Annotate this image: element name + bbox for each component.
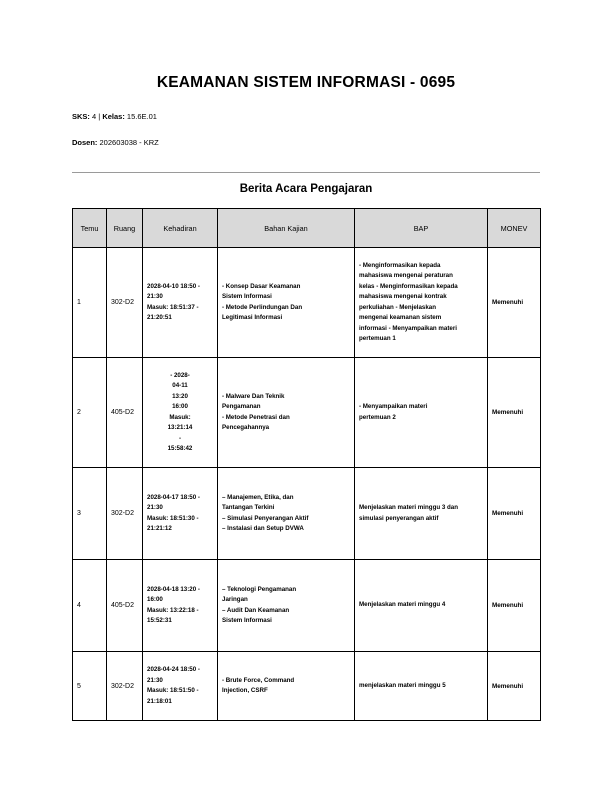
bahan-kajian-cell-line: – Audit Dan Keamanan <box>222 606 290 614</box>
kehadiran-cell-line: 2028-04-10 18:50 - <box>147 282 200 290</box>
bap-cell <box>355 358 488 468</box>
kehadiran-cell <box>143 560 218 652</box>
kehadiran-cell-line: 13:20 <box>172 392 188 400</box>
bahan-kajian-cell-line: - Brute Force, Command <box>222 676 295 684</box>
temu-cell: 3 <box>73 468 107 560</box>
table-header-row <box>73 209 541 248</box>
bap-cell-line: - Menginformasikan kepada <box>359 261 441 269</box>
bap-cell-line: mahasiswa mengenai peraturan <box>359 272 453 279</box>
bap-cell-line: Menjelaskan materi minggu 4 <box>359 601 446 609</box>
kehadiran-cell <box>143 652 218 721</box>
kehadiran-cell-line: 21:21:12 <box>147 525 172 532</box>
kehadiran-cell-line: Masuk: 18:51:37 - <box>147 303 199 311</box>
bap-cell <box>355 248 488 358</box>
kehadiran-cell-line: 2028-04-17 18:50 - <box>147 493 200 501</box>
bap-cell-line: Menjelaskan materi minggu 3 dan <box>359 504 459 511</box>
header-ruang: Ruang <box>107 209 143 248</box>
bahan-kajian-cell-line: Pencegahannya <box>222 424 270 431</box>
kehadiran-cell-line: 21:30 <box>147 504 163 511</box>
page-title: KEAMANAN SISTEM INFORMASI - 0695 <box>156 74 456 91</box>
kehadiran-cell-line: Masuk: 13:22:18 - <box>147 606 199 614</box>
kehadiran-cell-line: 15:58:42 <box>167 445 193 452</box>
header-temu: Temu <box>73 209 107 248</box>
bap-cell-line: perkuliahan - Menjelaskan <box>359 303 437 311</box>
kehadiran-cell-line: 2028-04-18 13:20 - <box>147 585 200 593</box>
kehadiran-cell-line: 13:21:14 <box>167 424 193 431</box>
kehadiran-cell-line: 16:00 <box>147 596 163 603</box>
bahan-kajian-cell-line: – Teknologi Pengamanan <box>222 585 297 593</box>
table-row <box>73 248 541 358</box>
monev-cell: Memenuhi <box>488 358 541 468</box>
kehadiran-cell-line: Masuk: <box>169 413 191 421</box>
bahan-kajian-cell <box>218 560 355 652</box>
kehadiran-cell <box>143 248 218 358</box>
bahan-kajian-cell-line: - Metode Perlindungan Dan <box>222 303 303 311</box>
bahan-kajian-cell-line: Sistem Informasi <box>222 293 272 300</box>
table-row <box>73 652 541 721</box>
bap-cell-line: mengenai keamanan sistem <box>359 314 442 321</box>
sks-label: SKS: <box>72 112 90 121</box>
kehadiran-cell-line: 21:18:01 <box>147 697 172 705</box>
dosen-meta <box>72 138 159 147</box>
kehadiran-cell-line: Masuk: 18:51:50 - <box>147 687 199 694</box>
table-row <box>73 560 541 652</box>
monev-cell: Memenuhi <box>488 468 541 560</box>
ruang-cell: 405-D2 <box>107 560 143 652</box>
bahan-kajian-cell <box>218 468 355 560</box>
ruang-cell: 405-D2 <box>107 358 143 468</box>
bahan-kajian-cell-line: Injection, CSRF <box>222 687 268 694</box>
bahan-kajian-cell-line: – Simulasi Penyerangan Aktif <box>222 514 309 522</box>
bap-cell-line: menjelaskan materi minggu 5 <box>359 681 446 689</box>
bap-cell-line: simulasi penyerangan aktif <box>359 514 439 522</box>
bahan-kajian-cell <box>218 358 355 468</box>
bap-cell-line: pertemuan 1 <box>359 335 396 342</box>
bap-cell-line: kelas - Menginformasikan kepada <box>359 282 458 290</box>
table-row <box>73 358 541 468</box>
bahan-kajian-cell-line: - Metode Penetrasi dan <box>222 413 290 421</box>
kelas-label: Kelas: <box>102 112 125 121</box>
bahan-kajian-cell-line: Jaringan <box>222 596 248 603</box>
kehadiran-cell-line: 15:52:31 <box>147 617 172 624</box>
bahan-kajian-cell-line: - Konsep Dasar Keamanan <box>222 282 301 290</box>
kehadiran-cell-line: 21:20:51 <box>147 314 172 321</box>
kelas-value: 15.6E.01 <box>126 112 157 121</box>
bap-cell <box>355 560 488 652</box>
bap-cell-line: pertemuan 2 <box>359 413 396 421</box>
bahan-kajian-cell-line: Pengamanan <box>222 403 261 410</box>
kehadiran-cell-line: Masuk: 18:51:30 - <box>147 514 199 522</box>
bahan-kajian-cell-line: Legitimasi Informasi <box>222 314 283 321</box>
dosen-value: 202603038 - KRZ <box>99 138 159 147</box>
kehadiran-cell-line: 04-11 <box>172 382 188 389</box>
bap-table <box>72 208 541 721</box>
kehadiran-cell-line: - <box>178 434 182 442</box>
temu-cell: 4 <box>73 560 107 652</box>
kehadiran-cell-line: 2028-04-24 18:50 - <box>147 666 200 673</box>
monev-cell: Memenuhi <box>488 560 541 652</box>
kehadiran-cell-line: 21:30 <box>147 293 163 300</box>
header-bap: BAP <box>355 209 488 248</box>
ruang-cell: 302-D2 <box>107 468 143 560</box>
course-meta: SKS: 4 | Kelas: 15.6E.01 <box>72 112 157 121</box>
bap-cell <box>355 652 488 721</box>
bahan-kajian-cell-line: Sistem Informasi <box>222 617 272 624</box>
kehadiran-cell-line: 16:00 <box>172 403 188 410</box>
section-title: Berita Acara Pengajaran <box>239 183 373 195</box>
divider <box>72 172 540 173</box>
table-row <box>73 468 541 560</box>
bahan-kajian-cell-line: - Malware Dan Teknik <box>222 392 285 400</box>
ruang-cell: 302-D2 <box>107 248 143 358</box>
header-bahan-kajian: Bahan Kajian <box>218 209 355 248</box>
bahan-kajian-cell-line: – Instalasi dan Setup DVWA <box>222 525 304 532</box>
header-monev: MONEV <box>488 209 541 248</box>
temu-cell: 2 <box>73 358 107 468</box>
sks-value: 4 <box>92 112 97 121</box>
bahan-kajian-cell <box>218 248 355 358</box>
bap-cell-line: - Menyampaikan materi <box>359 403 428 410</box>
ruang-cell: 302-D2 <box>107 652 143 721</box>
bap-cell-line: informasi - Menyampaikan materi <box>359 324 457 332</box>
header-kehadiran: Kehadiran <box>143 209 218 248</box>
monev-cell: Memenuhi <box>488 652 541 721</box>
bahan-kajian-cell <box>218 652 355 721</box>
dosen-label: Dosen: <box>72 138 98 147</box>
bahan-kajian-cell-line: Tantangan Terkini <box>222 504 275 511</box>
kehadiran-cell <box>143 358 218 468</box>
kehadiran-cell-line: - 2028- <box>170 371 190 379</box>
kehadiran-cell <box>143 468 218 560</box>
bap-cell <box>355 468 488 560</box>
bap-cell-line: mahasiswa mengenai kontrak <box>359 293 447 300</box>
kehadiran-cell-line: 21:30 <box>147 676 163 684</box>
temu-cell: 5 <box>73 652 107 721</box>
bahan-kajian-cell-line: – Manajemen, Etika, dan <box>222 493 294 501</box>
temu-cell: 1 <box>73 248 107 358</box>
monev-cell: Memenuhi <box>488 248 541 358</box>
